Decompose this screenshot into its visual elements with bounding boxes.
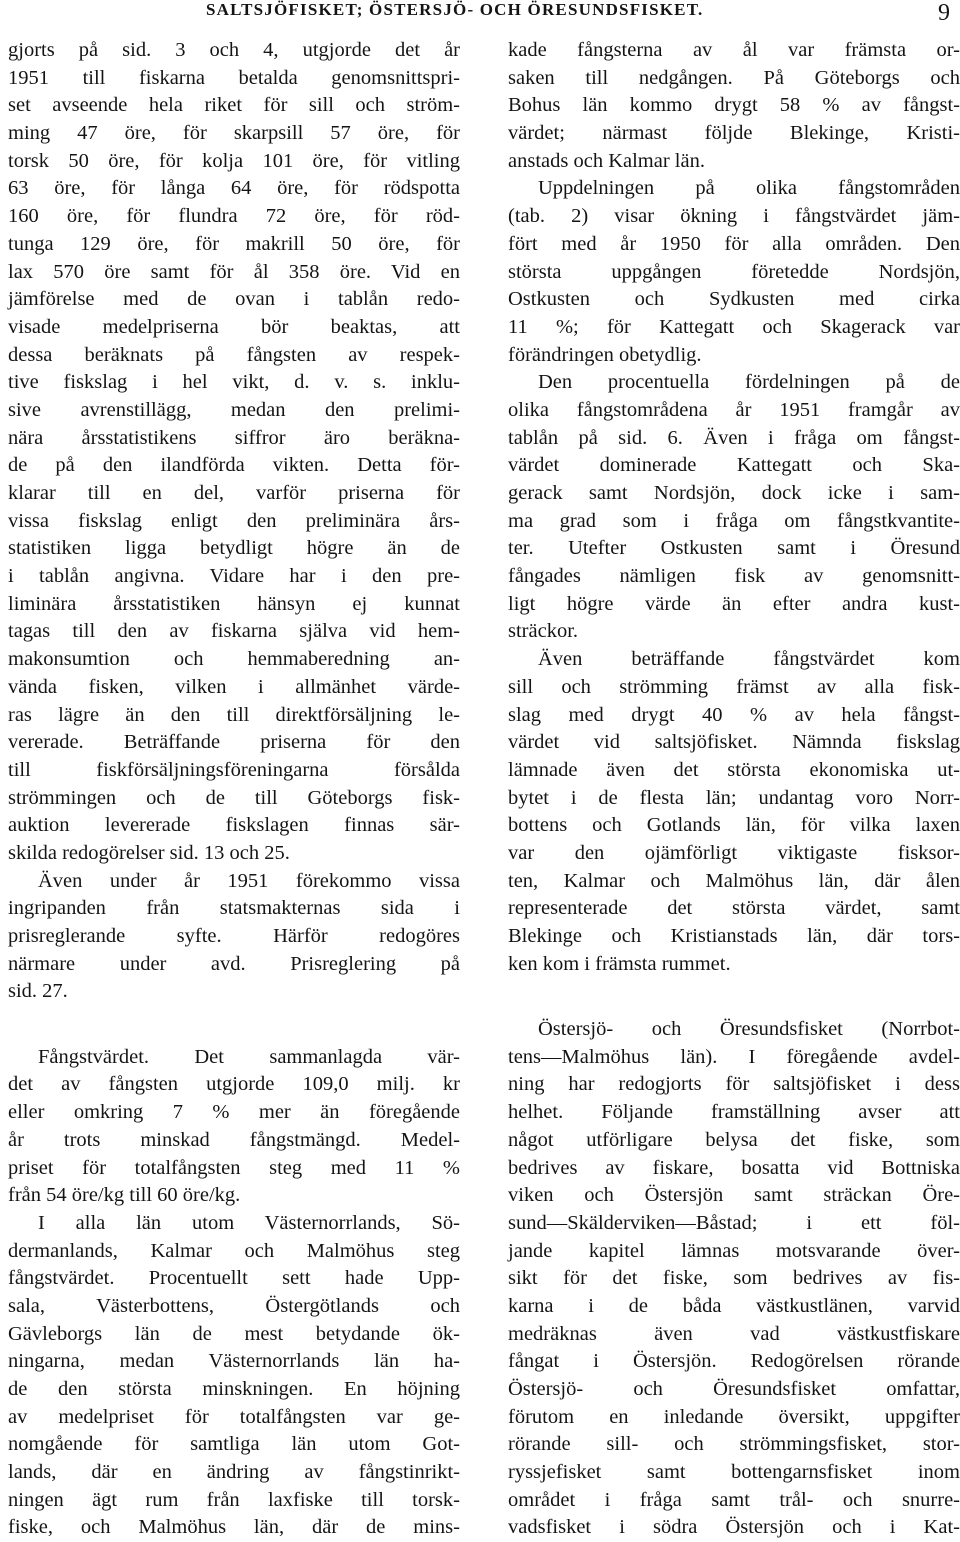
text-line: området i fråga samt trål- och snurre- [508,1488,960,1511]
text-line: ningarna, medan Västernorrlands län ha- [8,1350,460,1373]
text-line: skilda redogörelser sid. 13 och 25. [8,841,290,864]
right-paragraph-1 [508,37,960,175]
text-line: helhet. Följande framställning avser att [508,1101,960,1124]
text-line: sikt för det fiske, som bedrives av fis- [508,1267,960,1290]
text-line: tive fiskslag i hel vikt, d. v. s. inklu- [8,371,460,394]
text-line: Ostkusten och Sydkusten med cirka [508,288,960,311]
text-line: värdet vid saltsjöfisket. Nämnda fiskslag [508,731,960,754]
text-line: förutom en inledande översikt, uppgifter [508,1405,960,1428]
text-line: sid. 27. [8,980,68,1003]
text-line: ningen ägt rum från laxfiske till torsk- [8,1488,460,1511]
right-paragraph-4 [508,646,960,978]
text-line: vadsfisket i södra Östersjön och i Kat- [508,1516,960,1539]
text-line: gjorts på sid. 3 och 4, utgjorde det år [8,39,460,61]
text-line: fiske, och Malmöhus län, där de mins- [8,1516,460,1539]
text-line: fångat i Östersjön. Redogörelsen rörande [508,1350,960,1373]
text-line: sala, Västerbottens, Östergötlands och [8,1294,460,1317]
text-line: bytet i de flesta län; undantag voro Norr- [508,786,960,809]
text-line: torsk 50 öre, för kolja 101 öre, för vitling [8,149,460,172]
text-line: ras lägre än den till direktförsäljning le- [8,703,460,726]
text-line: viken och Östersjön samt sträckan Öre- [508,1184,960,1207]
text-line: ming 47 öre, för skarpsill 57 öre, för [8,122,460,145]
text-line: sill och strömming främst av alla fisk- [508,675,960,698]
text-line: värdet dominerade Kattegatt och Ska- [508,454,960,477]
right-column [508,37,960,1542]
text-line: Även beträffande fångstvärdet kom [538,648,960,671]
text-line: (tab. 2) visar ökning i fångstvärdet jäm- [508,205,960,228]
text-line: 1951 till fiskarna betalda genomsnittspri- [8,66,460,89]
page-number: 9 [938,0,950,26]
text-line: jande kapitel lämnas motsvarande över- [508,1239,960,1262]
text-line: gerack samt Nordsjön, dock icke i sam- [508,482,960,504]
text-line: fångstvärdet. Procentuellt sett hade Upp- [8,1267,460,1290]
heading-gap [8,1034,460,1044]
text-line: sund—Skälderviken—Båstad; i ett föl- [508,1211,960,1234]
left-paragraph-4 [8,1210,460,1542]
text-line: vissa fiskslag enligt den preliminära års- [8,509,460,532]
text-line: Fångstvärdet. Det sammanlagda vär- [38,1045,460,1068]
paragraph-gap [508,978,960,1006]
heading-gap [508,1006,960,1016]
text-line: medräknas även vad västkustfiskare [508,1322,960,1345]
text-line: klarar till en del, varför priserna för [8,482,460,504]
section-heading-line: Östersjö- och Öresundsfisket (Norrbot- [538,1018,960,1041]
text-line: statistiken ligga betydligt högre än de [8,537,460,560]
text-line: eller omkring 7 % mer än föregående [8,1101,460,1124]
running-header: SALTSJÖFISKET; ÖSTERSJÖ- OCH ÖRESUNDSFISKET. [206,0,704,19]
text-line: år trots minskad fångstmängd. Medel- [8,1128,460,1151]
text-line: slag med drygt 40 % av hela fångst- [508,703,960,726]
text-line: ten, Kalmar och Malmöhus län, där ålen [508,869,960,892]
text-line: var den ojämförligt viktigaste fisksor- [508,841,960,864]
text-line: representerade det största värdet, samt [508,897,960,920]
text-line: lämnade även det största ekonomiska ut- [508,758,960,781]
text-line: fört med år 1950 för alla områden. Den [508,232,960,255]
text-line: ken kom i främsta rummet. [508,952,731,975]
text-line: tunga 129 öre, för makrill 50 öre, för [8,232,460,255]
text-line: 11 %; för Kattegatt och Skagerack var [508,315,960,338]
text-line: nära årsstatistikens siffror äro beräkna- [8,426,460,449]
text-line: jämförelse med de ovan i tablån redo- [8,288,460,311]
text-line: prisreglerande syfte. Härför redogöres [8,925,460,947]
text-line: tagas till den av fiskarna själva vid hem- [8,620,460,643]
text-line: förändringen obetydlig. [508,343,702,366]
text-line: 160 öre, för flundra 72 öre, för röd- [8,205,460,228]
text-line: anstads och Kalmar län. [508,149,705,172]
text-line: värdet; närmast följde Blekinge, Kristi- [508,122,960,145]
right-paragraph-2 [508,175,960,369]
text-line: ter. Utefter Ostkusten samt i Öresund [508,537,960,560]
left-column [8,37,460,1542]
text-line: sträckor. [508,620,579,643]
text-line: karna i de båda västkustlänen, varvid [508,1294,960,1317]
text-line: olika fångstområdena år 1951 framgår av [508,398,960,421]
left-paragraph-1 [8,37,460,868]
text-line: ryssjefisket samt bottengarnsfisket inom [508,1461,960,1484]
text-line: Även under år 1951 förekommo vissa [38,869,460,892]
text-line: ingripanden från statsmakternas sida i [8,897,460,920]
text-line: vererade. Beträffande priserna för den [8,731,460,754]
text-line: lands, där en ändring av fångstinrikt- [8,1461,460,1484]
text-line: de den största minskningen. En höjning [8,1378,460,1400]
text-line: tablån på sid. 6. Även i fråga om fångst- [508,426,960,449]
text-line: tens—Malmöhus län). I föregående avdel- [508,1045,960,1068]
text-line: sive avrenstillägg, medan den prelimi- [8,398,460,421]
text-line: lax 570 öre samt för ål 358 öre. Vid en [8,260,460,283]
text-line: priset för totalfångsten steg med 11 % [8,1156,460,1179]
text-line: ning har redogjorts för saltsjöfisket i dess [508,1073,960,1096]
right-paragraph-3 [508,369,960,646]
text-line: liminära årsstatistiken hänsyn ej kunnat [8,592,460,615]
text-line: från 54 öre/kg till 60 öre/kg. [8,1184,241,1207]
text-line: till fiskförsäljningsföreningarna försålda [8,758,460,781]
text-line: fångades nämligen fisk av genomsnitt- [508,565,960,588]
text-line: Gävleborgs län de mest betydande ök- [8,1322,460,1345]
text-line: Uppdelningen på olika fångstområden [538,177,960,200]
text-line: något utförligare belysa det fiske, som [508,1128,960,1151]
left-paragraph-2 [8,868,460,1006]
text-line: dermanlands, Kalmar och Malmöhus steg [8,1239,460,1262]
text-line: rörande sill- och strömmingsfisket, stor- [508,1433,960,1456]
text-line: makonsumtion och hemmaberedning an- [8,648,460,671]
text-line: nomgående för samtliga län utom Got- [8,1433,460,1456]
text-line: av medelpriset för totalfångsten var ge- [8,1405,460,1428]
left-paragraph-3 [8,1044,460,1210]
text-line: vända fisken, vilken i allmänhet värde- [8,675,460,698]
text-line: närmare under avd. Prisreglering på [8,952,460,975]
text-line: bottens och Gotlands län, för vilka laxen [508,814,960,837]
text-line: I alla län utom Västernorrlands, Sö- [38,1211,460,1234]
text-line: i tablån angivna. Vidare har i den pre- [8,565,460,588]
text-line: saken till nedgången. På Göteborgs och [508,66,960,89]
text-line: Blekinge och Kristianstads län, där tors- [508,925,960,947]
text-line: Bohus län kommo drygt 58 % av fångst- [508,94,960,117]
right-paragraph-5 [508,1016,960,1542]
paragraph-gap [8,1006,460,1034]
text-line: det av fångsten utgjorde 109,0 milj. kr [8,1073,460,1096]
text-line: Den procentuella fördelningen på de [538,371,960,394]
text-line: strömmingen och de till Göteborgs fisk- [8,786,460,809]
text-line: set avseende hela riket för sill och ström- [8,94,460,117]
text-line: auktion levererade fiskslagen finnas sär- [8,814,460,837]
text-line: Östersjö- och Öresundsfisket omfattar, [508,1378,960,1400]
text-line: 63 öre, för långa 64 öre, för rödspotta [8,177,460,200]
text-line: största uppgången företedde Nordsjön, [508,260,960,283]
text-line: dessa beräknats på fångsten av respek- [8,343,460,366]
text-line: ligt högre värde än efter andra kust- [508,592,960,615]
text-line: visade medelpriserna bör beaktas, att [8,315,460,338]
text-line: ma grad som i fråga om fångstkvantite- [508,509,960,532]
text-line: bedrives av fiskare, bosatta vid Bottniska [508,1156,960,1179]
text-line: kade fångsterna av ål var främsta or- [508,39,960,61]
text-line: de på den ilandförda vikten. Detta för- [8,454,460,477]
